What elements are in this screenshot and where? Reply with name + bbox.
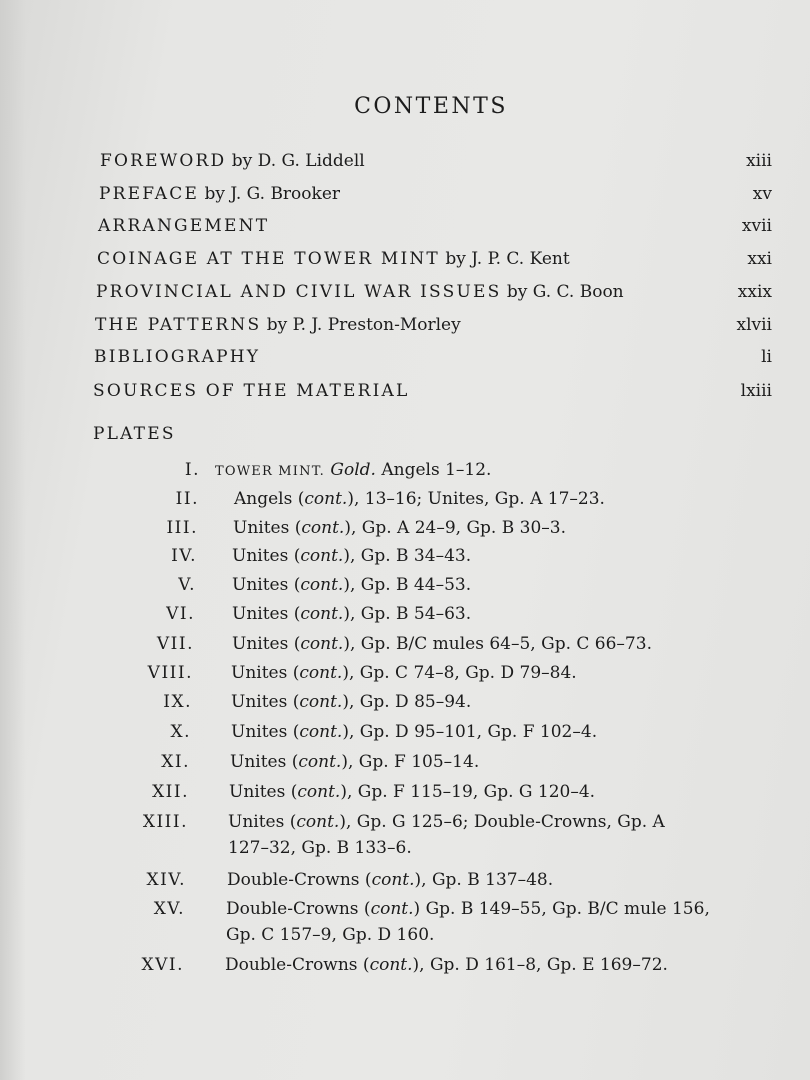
plates-heading: PLATES [93,424,176,444]
plate-number: V. [178,575,196,595]
plate-description: Unites (cont.), Gp. F 105–14. [230,752,480,772]
plate-description: Unites (cont.), Gp. A 24–9, Gp. B 30–3. [233,518,566,538]
plate-description: Double-Crowns (cont.), Gp. B 137–48. [227,870,554,890]
toc-entry-title: SOURCES OF THE MATERIAL [93,381,410,401]
plate-number: VII. [156,634,194,654]
toc-entry-page: li [761,347,772,367]
plate-number: III. [166,518,198,538]
plate-number: IX. [163,692,192,712]
plate-number: VIII. [147,663,193,683]
toc-entry-title: THE PATTERNS by P. J. Preston-Morley [95,315,461,335]
plate-number: XV. [153,899,185,919]
toc-entry-page: xvii [741,216,772,236]
toc-entry-sources [93,377,772,405]
plate-description: Unites (cont.), Gp. D 85–94. [231,692,472,712]
plate-description: Unites (cont.), Gp. B 54–63. [232,604,472,624]
toc-entry-page: xv [752,184,772,204]
toc-entry-page: xxix [737,282,772,302]
toc-entry-page: xiii [746,151,772,171]
plate-number: IV. [171,546,197,566]
plate-description: Unites (cont.), Gp. F 115–19, Gp. G 120–4. [229,782,596,802]
plate-number: II. [175,489,199,509]
plate-number: XII. [152,782,189,802]
plate-number: VI. [166,604,195,624]
plate-number: XVI. [141,955,184,975]
plate-description: Unites (cont.), Gp. D 95–101, Gp. F 102–4. [231,722,598,742]
toc-entry-foreword [96,147,772,175]
contents-heading: CONTENTS [354,94,508,119]
toc-entry-provincial-civil-war [96,278,772,306]
plate-number: XIV. [146,870,186,890]
toc-entry-page: xlvii [736,315,772,335]
toc-entry-title: PREFACE by J. G. Brooker [99,184,341,204]
plate-description: Unites (cont.), Gp. G 125–6; Double-Crowns, Gp. A 127–32, Gp. B 133–6. [228,812,665,858]
plate-description: Double-Crowns (cont.), Gp. D 161–8, Gp. E 169–72. [225,955,668,975]
toc-entry-preface [96,180,772,208]
toc-entry-patterns [96,311,772,339]
plate-description: Unites (cont.), Gp. B/C mules 64–5, Gp. C 66–73. [232,634,652,654]
toc-entry-title: BIBLIOGRAPHY [94,347,261,367]
toc-entry-arrangement [96,212,772,240]
plate-description: TOWER MINT. Gold. Angels 1–12. [215,460,492,480]
plate-description: Unites (cont.), Gp. C 74–8, Gp. D 79–84. [231,663,577,683]
plate-description: Unites (cont.), Gp. B 44–53. [232,575,472,595]
plate-number: I. [184,460,200,480]
toc-entry-page: xxi [747,249,772,269]
toc-entry-page: lxiii [740,381,772,401]
plate-description: Double-Crowns (cont.) Gp. B 149–55, Gp. B/C mule 156, Gp. C 157–9, Gp. D 160. [226,899,710,945]
toc-entry-coinage-tower-mint [96,245,772,273]
toc-entry-title: COINAGE AT THE TOWER MINT by J. P. C. Kent [97,249,570,269]
plate-number: X. [170,722,191,742]
plate-description: Unites (cont.), Gp. B 34–43. [232,546,472,566]
toc-entry-bibliography [96,343,772,371]
plate-number: XI. [161,752,190,772]
plate-number: XIII. [142,812,188,832]
plate-description: Angels (cont.), 13–16; Unites, Gp. A 17–23. [234,489,605,509]
toc-entry-title: FOREWORD by D. G. Liddell [100,151,365,171]
toc-entry-title: PROVINCIAL AND CIVIL WAR ISSUES by G. C. Boon [96,282,624,302]
toc-entry-title: ARRANGEMENT [98,216,270,236]
